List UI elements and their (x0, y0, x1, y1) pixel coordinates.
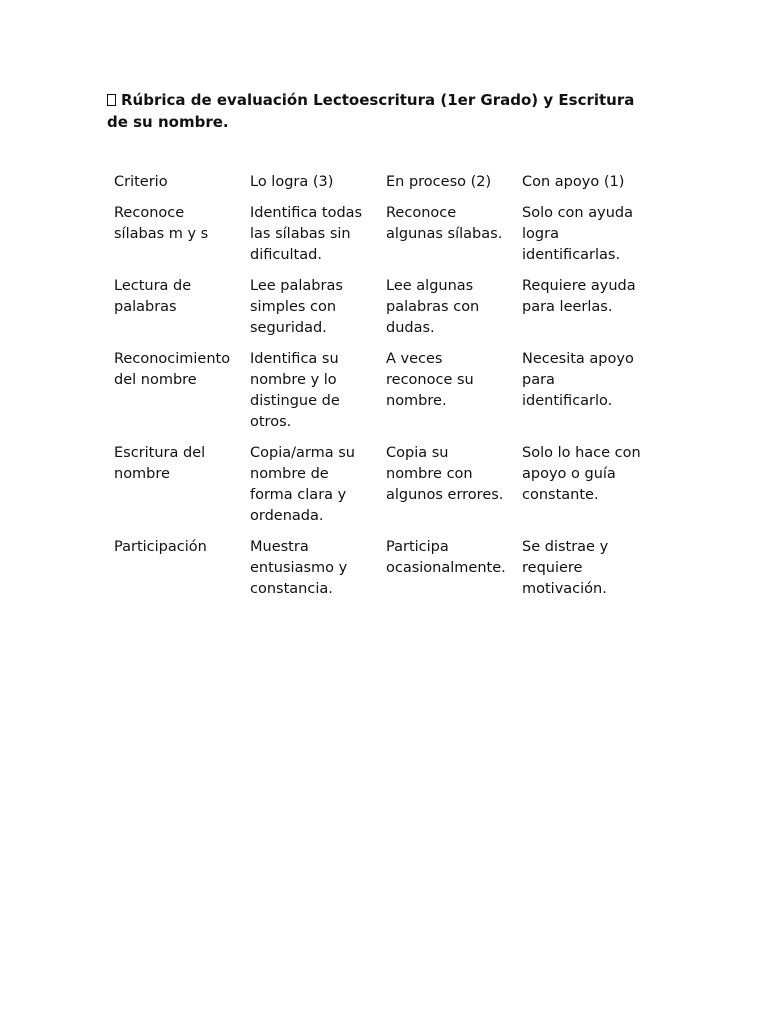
cell-lo-logra: Identifica su nombre y lo distingue de otros. (250, 351, 340, 430)
cell-en-proceso: A veces reconoce su nombre. (386, 351, 474, 409)
header-criterio: Criterio (114, 174, 168, 190)
table-row (107, 439, 651, 533)
cell-criterio: Participación (114, 539, 207, 555)
header-con-apoyo: Con apoyo (1) (522, 174, 625, 190)
table-row (107, 199, 651, 272)
document-title (107, 89, 652, 133)
cell-criterio: Reconocimiento del nombre (114, 351, 231, 388)
cell-con-apoyo: Requiere ayuda para leerlas. (522, 278, 636, 315)
cell-en-proceso: Copia su nombre con algunos errores. (386, 445, 504, 503)
cell-en-proceso: Reconoce algunas sílabas. (386, 205, 503, 242)
cell-lo-logra: Identifica todas las sílabas sin dificultad. (250, 205, 363, 263)
cell-en-proceso: Lee algunas palabras con dudas. (386, 278, 480, 336)
table-row (107, 272, 651, 345)
table-header-row (107, 168, 651, 199)
missing-glyph-box-icon (107, 94, 116, 106)
cell-con-apoyo: Solo con ayuda logra identificarlas. (522, 205, 633, 263)
cell-con-apoyo: Necesita apoyo para identificarlo. (522, 351, 634, 409)
header-lo-logra: Lo logra (3) (250, 174, 334, 190)
document-title-text: Rúbrica de evaluación Lectoescritura (1er Grado) y Escritura de su nombre. (107, 91, 635, 131)
cell-con-apoyo: Solo lo hace con apoyo o guía constante. (522, 445, 641, 503)
cell-lo-logra: Lee palabras simples con seguridad. (250, 278, 343, 336)
cell-lo-logra: Copia/arma su nombre de forma clara y ordenada. (250, 445, 355, 524)
table-row (107, 345, 651, 439)
header-en-proceso: En proceso (2) (386, 174, 492, 190)
cell-lo-logra: Muestra entusiasmo y constancia. (250, 539, 348, 597)
cell-con-apoyo: Se distrae y requiere motivación. (522, 539, 609, 597)
cell-criterio: Reconoce sílabas m y s (114, 205, 209, 242)
table-row (107, 533, 651, 606)
cell-en-proceso: Participa ocasionalmente. (386, 539, 506, 576)
rubric-table (107, 168, 651, 606)
cell-criterio: Escritura del nombre (114, 445, 206, 482)
cell-criterio: Lectura de palabras (114, 278, 192, 315)
